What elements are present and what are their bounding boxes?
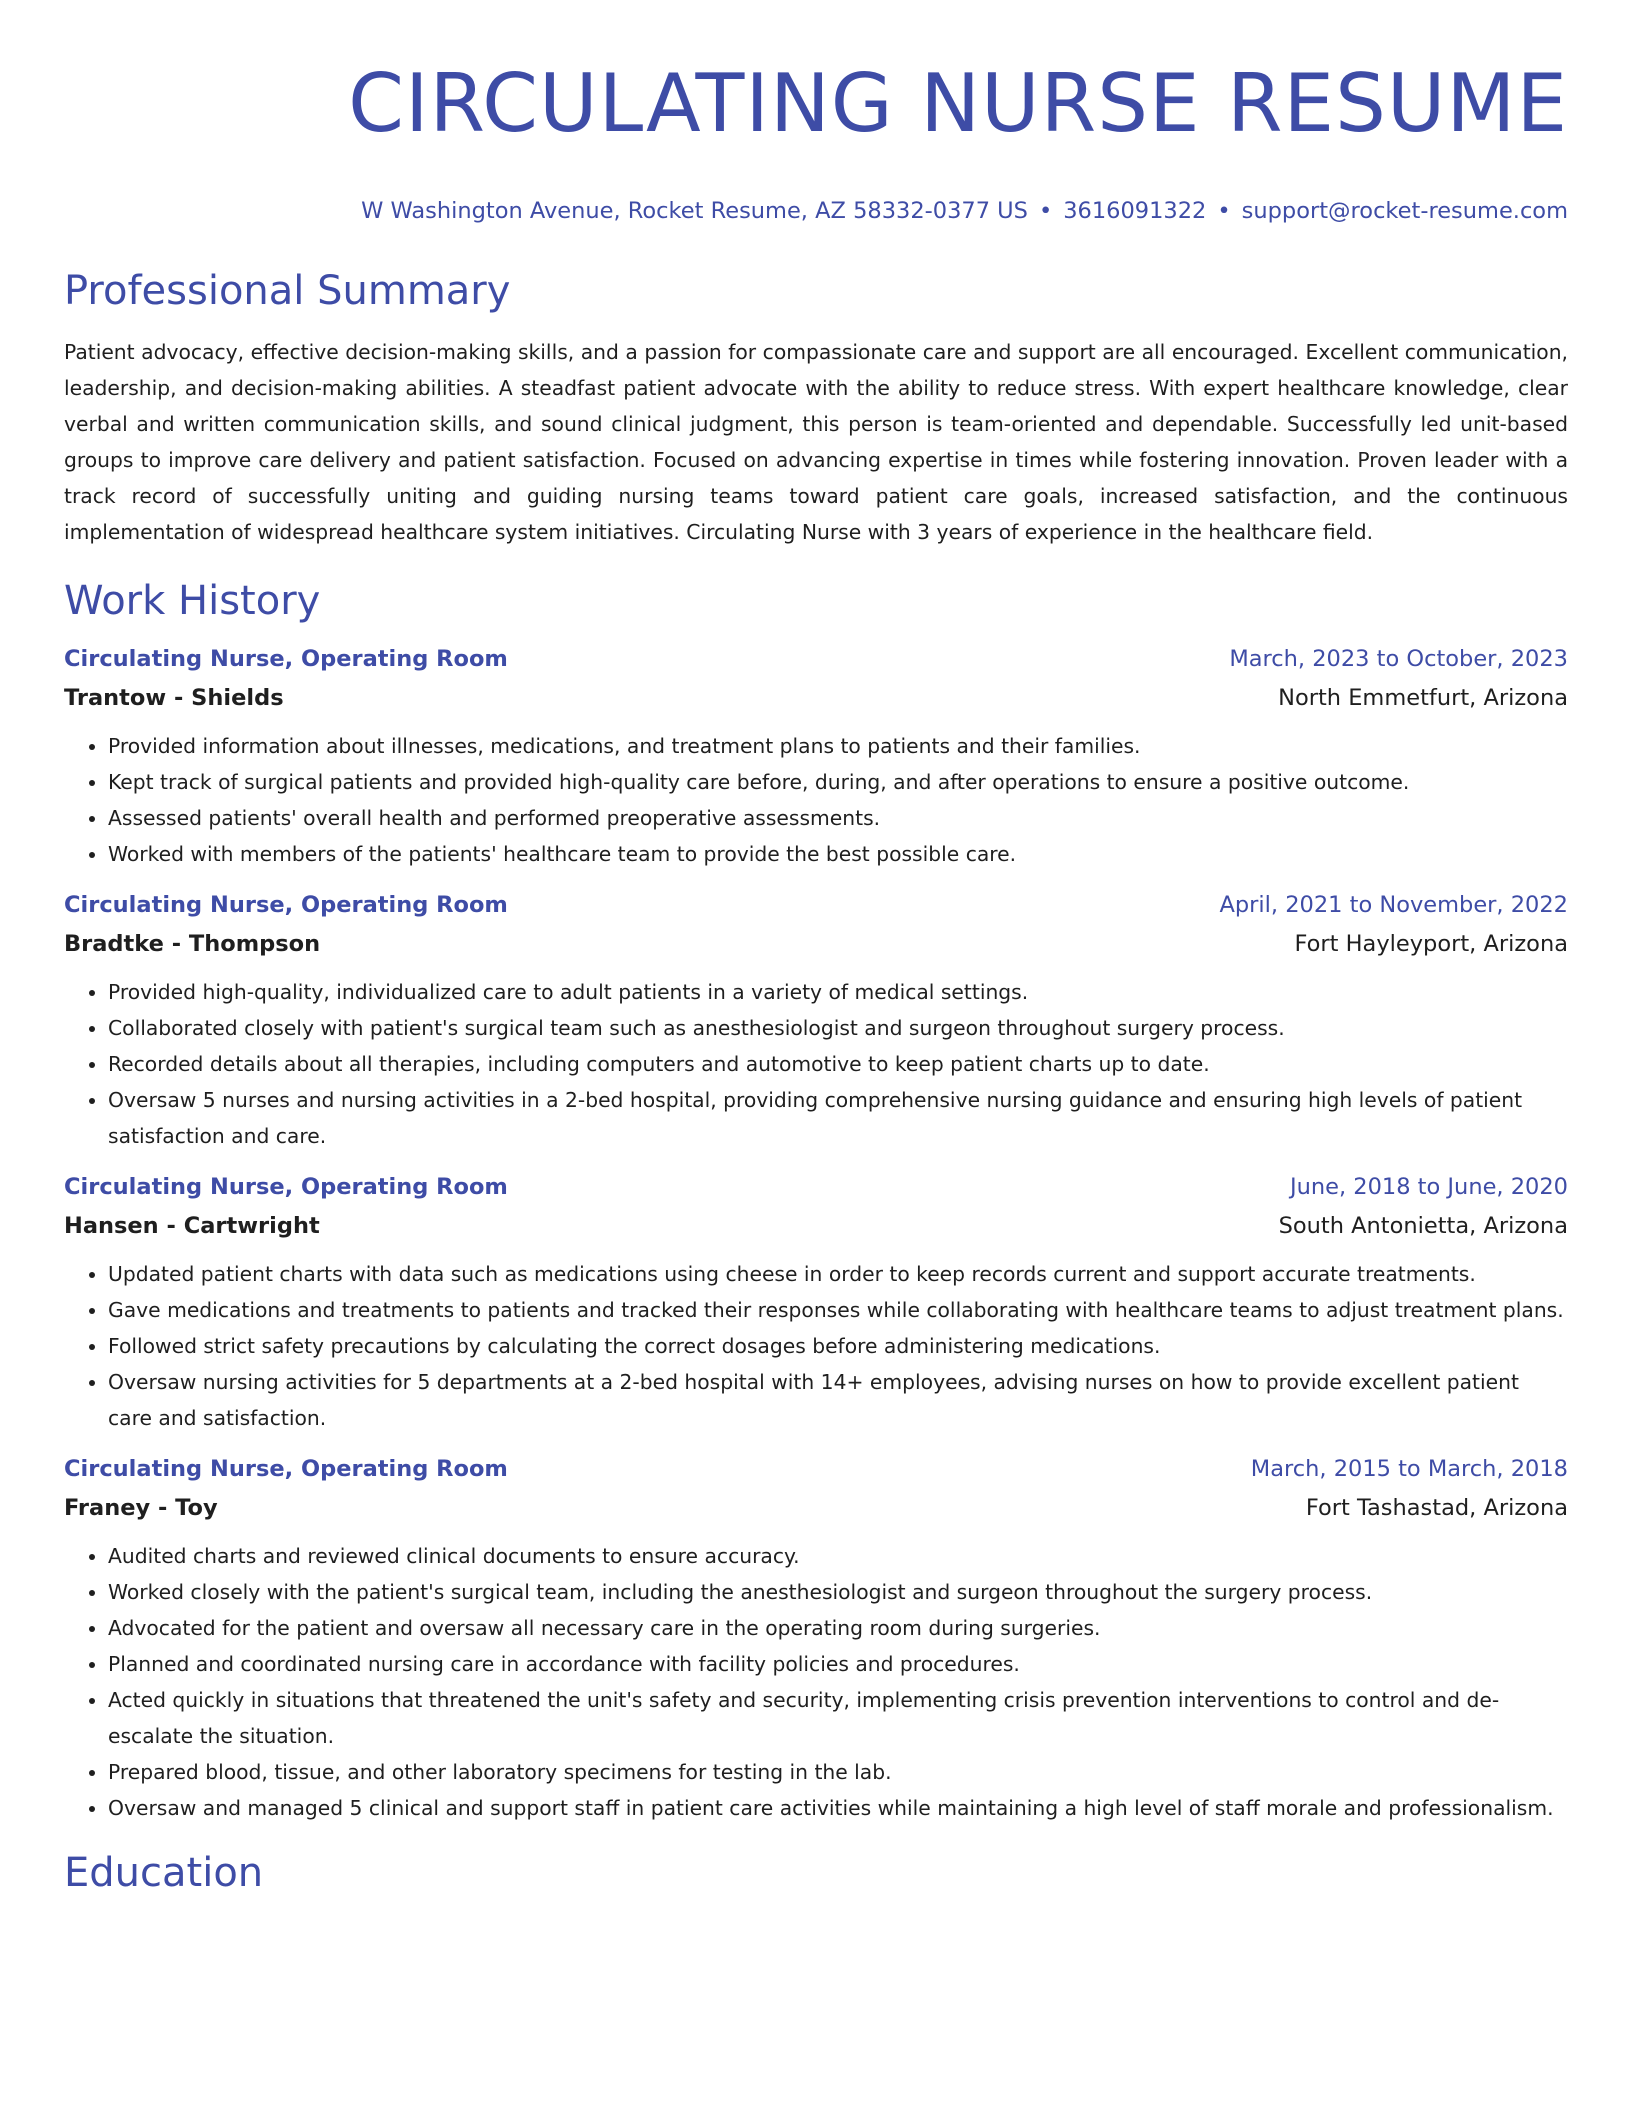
job-bullet: • Worked with members of the patients' healthcare team to provide the best possible care. <box>108 836 1568 872</box>
job-header-row <box>64 1168 1568 1206</box>
job-bullet: • Planned and coordinated nursing care in accordance with facility policies and procedures. <box>108 1646 1568 1682</box>
job-title: Circulating Nurse, Operating Room <box>64 646 508 672</box>
job-bullet: • Oversaw nursing activities for 5 departments at a 2-bed hospital with 14+ employees, advising nurses on how to provide excellent patient care and satisfaction. <box>108 1364 1568 1436</box>
contact-separator: • <box>1217 198 1231 224</box>
job-dates: March, 2023 to October, 2023 <box>1229 646 1568 672</box>
job-bullet: • Kept track of surgical patients and provided high-quality care before, during, and after operations to ensure a positive outcome. <box>108 764 1568 800</box>
job-header-row <box>64 1450 1568 1488</box>
job-company-row <box>64 924 1568 964</box>
job-bullet: • Acted quickly in situations that threatened the unit's safety and security, implementing crisis prevention interventions to control and de-escalate the situation. <box>108 1682 1568 1754</box>
job-bullets <box>64 728 1568 872</box>
job-title: Circulating Nurse, Operating Room <box>64 1174 508 1200</box>
section-title-education: Education <box>64 1850 264 1896</box>
job-header-row <box>64 640 1568 678</box>
contact-line <box>64 194 1568 228</box>
job-bullet: • Oversaw 5 nurses and nursing activities in a 2-bed hospital, providing comprehensive nursing guidance and ensuring high levels of patient satisfaction and care. <box>108 1082 1568 1154</box>
job-dates: June, 2018 to June, 2020 <box>1289 1174 1568 1200</box>
job-company-row <box>64 678 1568 718</box>
job-entry <box>64 1450 1568 1826</box>
job-bullet: • Provided high-quality, individualized care to adult patients in a variety of medical settings. <box>108 974 1568 1010</box>
contact-address: W Washington Avenue, Rocket Resume, AZ 58332-0377 US <box>361 198 1028 224</box>
job-location: South Antonietta, Arizona <box>1278 1213 1568 1239</box>
job-bullet: • Audited charts and reviewed clinical documents to ensure accuracy. <box>108 1538 1568 1574</box>
job-dates: April, 2021 to November, 2022 <box>1219 892 1568 918</box>
summary-text: Patient advocacy, effective decision-making skills, and a passion for compassionate care and support are all encouraged. Excellent communication, leadership, and decision-making abilities. A steadfast patient advocate with the ability to reduce stress. With expert healthcare knowledge, clear verbal and written communication skills, and sound clinical judgment, this person is team-oriented and dependable. Successfully led unit-based groups to improve care delivery and patient satisfaction. Focused on advancing expertise in times while fostering innovation. Proven leader with a track record of successfully uniting and guiding nursing teams toward patient care goals, increased satisfaction, and the continuous implementation of widespread healthcare system initiatives. Circulating Nurse with 3 years of experience in the healthcare field. <box>64 340 1568 544</box>
job-location: Fort Hayleyport, Arizona <box>1294 931 1568 957</box>
job-bullets <box>64 1538 1568 1826</box>
job-bullet: • Recorded details about all therapies, including computers and automotive to keep patient charts up to date. <box>108 1046 1568 1082</box>
job-bullet: • Worked closely with the patient's surgical team, including the anesthesiologist and surgeon throughout the surgery process. <box>108 1574 1568 1610</box>
job-company: Franey - Toy <box>64 1495 218 1521</box>
job-title: Circulating Nurse, Operating Room <box>64 892 508 918</box>
job-header-row <box>64 886 1568 924</box>
contact-separator: • <box>1038 198 1053 224</box>
job-location: North Emmetfurt, Arizona <box>1278 685 1568 711</box>
job-bullets <box>64 974 1568 1154</box>
job-bullet: • Advocated for the patient and oversaw all necessary care in the operating room during surgeries. <box>108 1610 1568 1646</box>
contact-email: support@rocket-resume.com <box>1241 198 1568 224</box>
job-entry <box>64 640 1568 872</box>
job-bullet: • Prepared blood, tissue, and other laboratory specimens for testing in the lab. <box>108 1754 1568 1790</box>
job-entry <box>64 1168 1568 1436</box>
section-title-work-history: Work History <box>64 578 321 624</box>
job-location: Fort Tashastad, Arizona <box>1305 1495 1568 1521</box>
job-company-row <box>64 1206 1568 1246</box>
job-bullets <box>64 1256 1568 1436</box>
job-company-row <box>64 1488 1568 1528</box>
contact-phone: 3616091322 <box>1063 198 1207 224</box>
job-bullet: • Followed strict safety precautions by calculating the correct dosages before administering medications. <box>108 1328 1568 1364</box>
job-company: Trantow - Shields <box>64 685 284 711</box>
job-title: Circulating Nurse, Operating Room <box>64 1456 508 1482</box>
resume-page <box>64 0 1568 1898</box>
job-company: Hansen - Cartwright <box>64 1213 320 1239</box>
job-entry <box>64 886 1568 1154</box>
job-bullet: • Assessed patients' overall health and performed preoperative assessments. <box>108 800 1568 836</box>
job-dates: March, 2015 to March, 2018 <box>1250 1456 1568 1482</box>
job-bullet: • Provided information about illnesses, medications, and treatment plans to patients and their families. <box>108 728 1568 764</box>
job-bullet: • Collaborated closely with patient's surgical team such as anesthesiologist and surgeon throughout surgery process. <box>108 1010 1568 1046</box>
job-bullet: • Updated patient charts with data such as medications using cheese in order to keep records current and support accurate treatments. <box>108 1256 1568 1292</box>
section-title-summary: Professional Summary <box>64 268 511 314</box>
resume-title: CIRCULATING NURSE RESUME <box>348 57 1568 150</box>
job-bullet: • Oversaw and managed 5 clinical and support staff in patient care activities while maintaining a high level of staff morale and professionalism. <box>108 1790 1568 1826</box>
job-bullet: • Gave medications and treatments to patients and tracked their responses while collaborating with healthcare teams to adjust treatment plans. <box>108 1292 1568 1328</box>
job-company: Bradtke - Thompson <box>64 931 321 957</box>
